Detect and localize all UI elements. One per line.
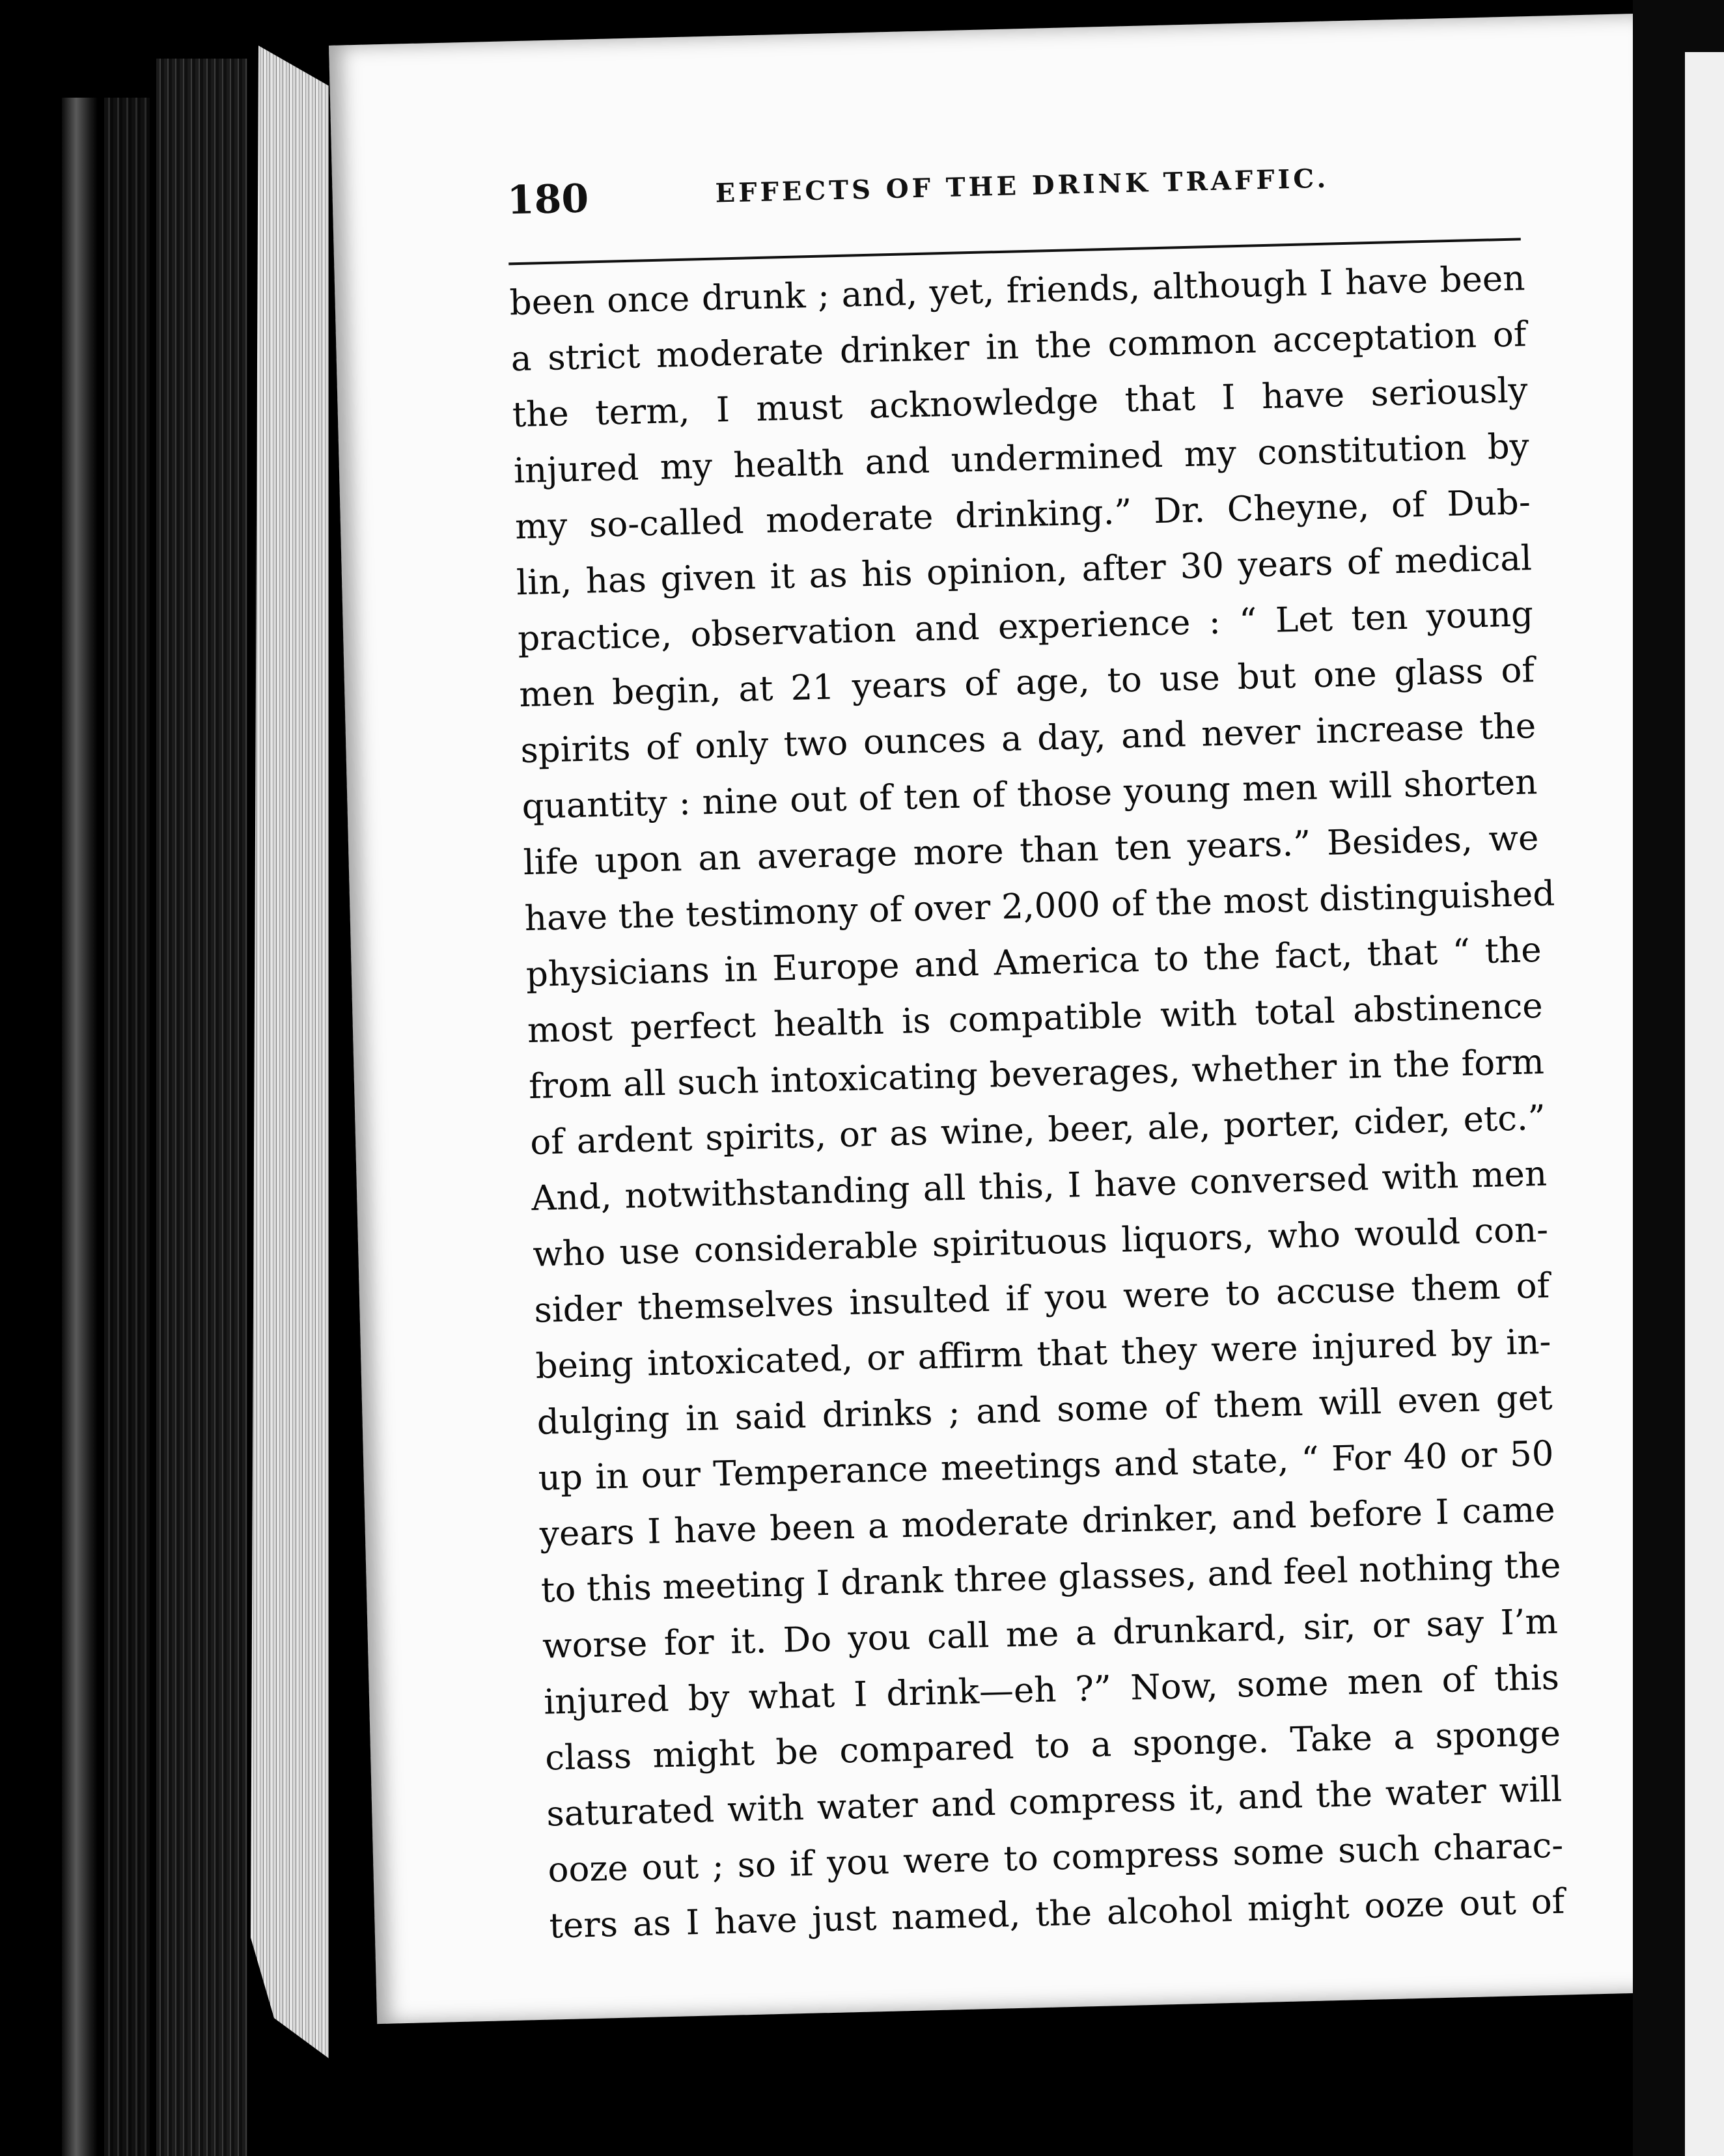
text-line: my so-called moderate drinking.” Dr. Cheyne, of Dub- — [514, 482, 1531, 547]
text-line: years I have been a moderate drinker, and before I came — [539, 1489, 1556, 1555]
text-line: from all such intoxicating beverages, whether in the form — [528, 1042, 1545, 1107]
text-line: saturated with water and compress it, and the water will — [546, 1769, 1563, 1834]
text-line: life upon an average more than ten years.” Besides, we — [523, 818, 1540, 883]
text-line: have the testimony of over 2,000 of the most distinguished — [524, 874, 1555, 939]
text-line: sider themselves insulted if you were to accuse them of — [533, 1265, 1550, 1331]
text-line: practice, observation and experience : “ Let ten young — [517, 594, 1534, 659]
text-line: dulging in said drinks ; and some of them will even get — [536, 1377, 1553, 1443]
book-binding — [104, 98, 150, 2156]
text-line: spirits of only two ounces a day, and never increase the — [520, 706, 1536, 771]
text-line: who use considerable spirituous liquors, who would con- — [532, 1209, 1549, 1275]
text-line: up in our Temperance meetings and state, “ For 40 or 50 — [538, 1433, 1555, 1499]
text-line: a strict moderate drinker in the common acceptation of — [510, 314, 1527, 380]
facing-page-edge — [1685, 52, 1724, 2156]
text-line: most perfect health is compatible with total abstinence — [527, 986, 1544, 1051]
text-line: the term, I must acknowledge that I have seriously — [512, 370, 1529, 435]
text-line: physicians in Europe and America to the fact, that “ the — [525, 930, 1542, 995]
text-line: being intoxicated, or affirm that they were injured by in- — [535, 1321, 1551, 1387]
text-line: been once drunk ; and, yet, friends, although I have been — [509, 258, 1526, 324]
text-line: worse for it. Do you call me a drunkard, sir, or say I’m — [542, 1601, 1559, 1666]
text-line: class might be compared to a sponge. Take a sponge — [544, 1713, 1561, 1778]
text-line: to this meeting I drank three glasses, and feel nothing the — [540, 1545, 1561, 1610]
text-line: ooze out ; so if you were to compress some such charac- — [547, 1825, 1564, 1890]
running-title: EFFECTS OF THE DRINK TRAFFIC. — [715, 163, 1329, 209]
book-page — [329, 14, 1686, 2024]
book-spine-edge — [62, 98, 98, 2156]
text-line: ters as I have just named, the alcohol might ooze out of — [548, 1881, 1565, 1946]
body-text — [509, 251, 1566, 1954]
text-line: quantity : nine out of ten of those young men will shorten — [521, 762, 1538, 827]
text-line: of ardent spirits, or as wine, beer, ale, porter, cider, etc.” — [529, 1098, 1546, 1163]
page-number: 180 — [507, 176, 589, 224]
book-page-stack — [156, 59, 247, 2156]
text-line: injured by what I drink—eh ?” Now, some men of this — [543, 1657, 1560, 1722]
text-line: men begin, at 21 years of age, to use but one glass of — [518, 650, 1535, 715]
text-line: lin, has given it as his opinion, after 30 years of medical — [516, 538, 1533, 603]
page-header — [507, 154, 1491, 249]
text-line: And, notwithstanding all this, I have conversed with men — [531, 1154, 1548, 1219]
page-edges — [251, 46, 329, 2058]
text-line: injured my health and undermined my constitution by — [513, 426, 1530, 491]
